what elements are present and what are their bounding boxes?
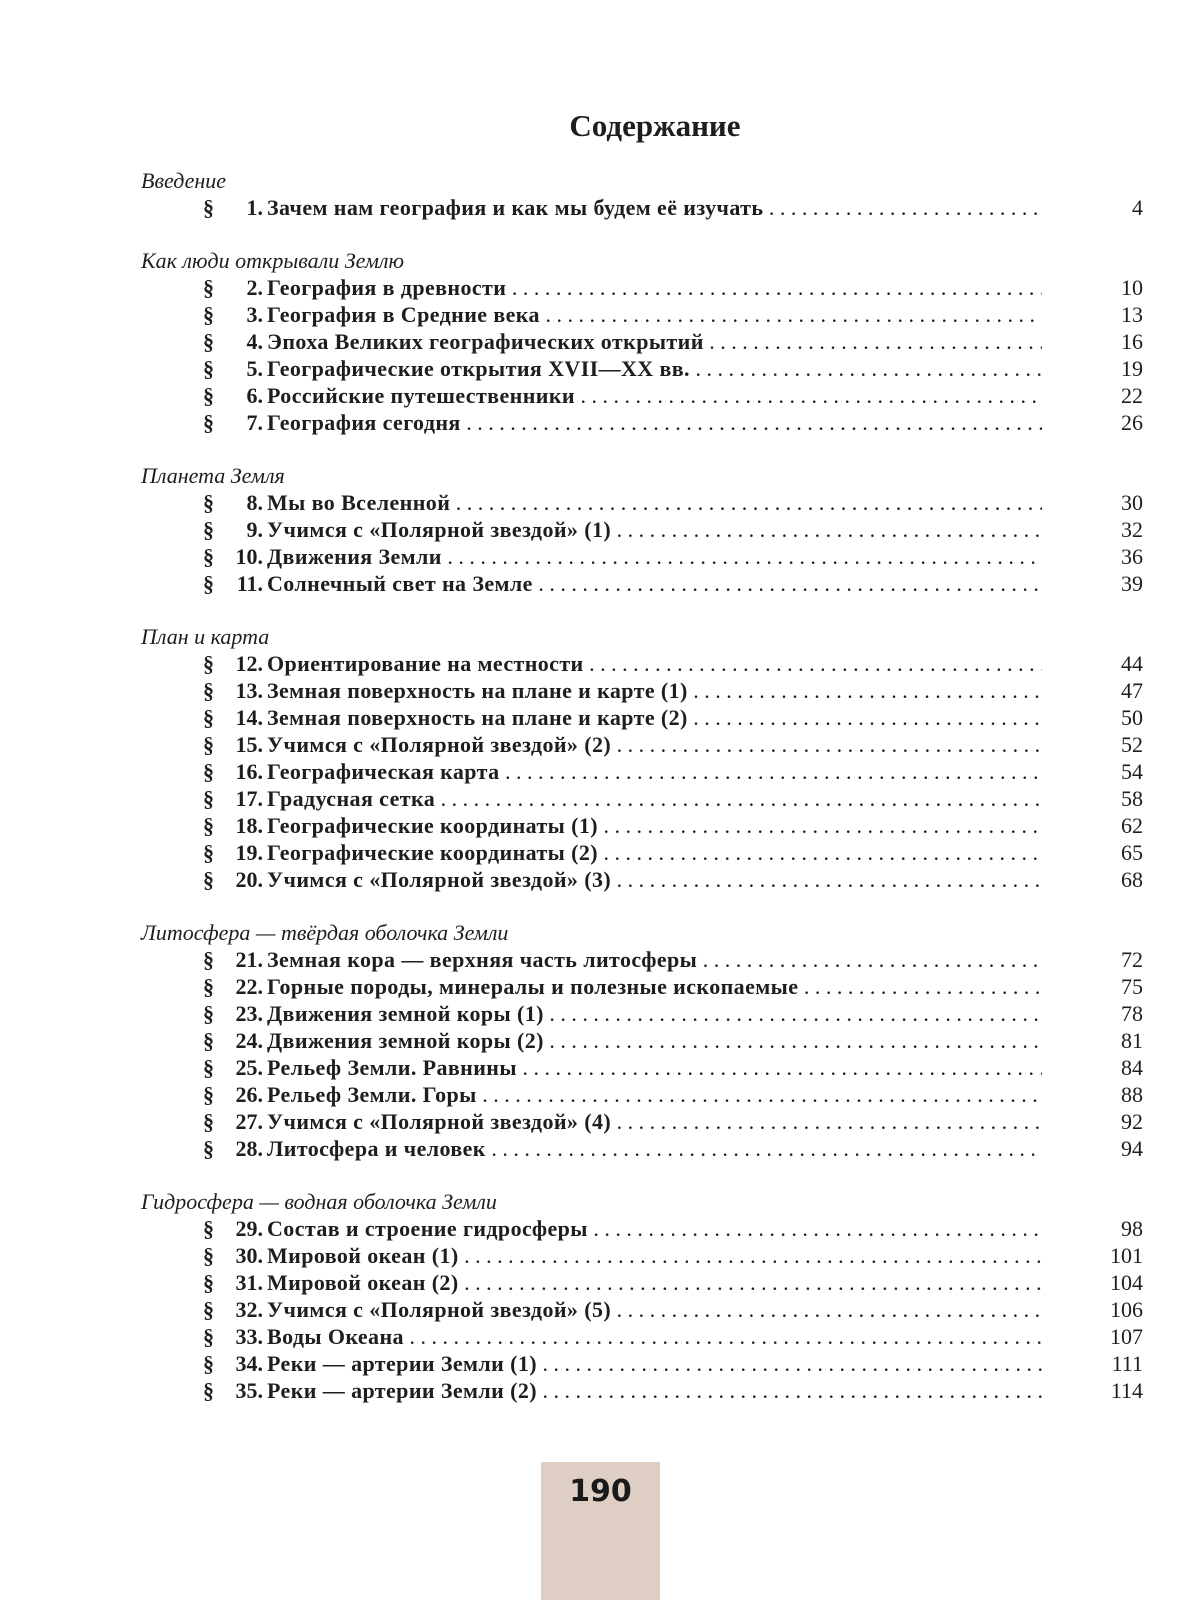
paragraph-sign: § xyxy=(203,544,214,569)
paragraph-number: 5. xyxy=(246,356,263,381)
paragraph-number: 15. xyxy=(235,732,263,757)
paragraph-sign: § xyxy=(203,1055,214,1080)
toc-entry[interactable] xyxy=(0,785,1200,812)
table-of-contents xyxy=(0,168,1200,1431)
paragraph-number: 23. xyxy=(235,1001,263,1026)
paragraph-number: 29. xyxy=(235,1216,263,1241)
entry-title: География в Средние века . . . xyxy=(267,301,1042,328)
paragraph-number: 6. xyxy=(246,383,263,408)
entry-title: Горные породы, минералы и полезные ископаемые . . . xyxy=(267,973,1042,1000)
paragraph-number: 17. xyxy=(235,786,263,811)
toc-entry[interactable] xyxy=(0,973,1200,1000)
entry-title: Зачем нам география и как мы будем её изучать . . . xyxy=(267,194,1042,221)
section-title: Как люди открывали Землю xyxy=(141,248,404,273)
toc-entry[interactable] xyxy=(0,946,1200,973)
toc-entry[interactable] xyxy=(0,1135,1200,1162)
entry-page-number: 30 xyxy=(1121,490,1143,515)
entry-page-number: 114 xyxy=(1110,1378,1143,1403)
entry-page-number: 84 xyxy=(1121,1055,1143,1080)
toc-entry[interactable] xyxy=(0,677,1200,704)
toc-entry[interactable] xyxy=(0,355,1200,382)
entry-title: Мировой океан (2) . . . xyxy=(267,1269,1042,1296)
paragraph-sign: § xyxy=(203,705,214,730)
paragraph-number: 2. xyxy=(246,275,263,300)
entry-page-number: 10 xyxy=(1121,275,1143,300)
paragraph-sign: § xyxy=(203,410,214,435)
entry-page-number: 111 xyxy=(1111,1351,1143,1376)
paragraph-number: 19. xyxy=(235,840,263,865)
toc-entry[interactable] xyxy=(0,1108,1200,1135)
toc-entry[interactable] xyxy=(0,1269,1200,1296)
entry-title: Земная поверхность на плане и карте (2) . . . xyxy=(267,704,1042,731)
entry-title: Мы во Вселенной . . . xyxy=(267,489,1042,516)
entry-page-number: 81 xyxy=(1121,1028,1143,1053)
paragraph-sign: § xyxy=(203,786,214,811)
entry-page-number: 98 xyxy=(1121,1216,1143,1241)
entry-title: Российские путешественники . . . xyxy=(267,382,1042,409)
paragraph-sign: § xyxy=(203,195,214,220)
toc-entry[interactable] xyxy=(0,839,1200,866)
entry-page-number: 47 xyxy=(1121,678,1143,703)
paragraph-sign: § xyxy=(203,517,214,542)
section-title: Литосфера — твёрдая оболочка Земли xyxy=(141,920,509,945)
entry-page-number: 52 xyxy=(1121,732,1143,757)
paragraph-number: 26. xyxy=(235,1082,263,1107)
entry-title: Учимся с «Полярной звездой» (3) . . . xyxy=(267,866,1042,893)
toc-entry[interactable] xyxy=(0,274,1200,301)
paragraph-sign: § xyxy=(203,759,214,784)
paragraph-sign: § xyxy=(203,840,214,865)
paragraph-number: 21. xyxy=(235,947,263,972)
toc-entry[interactable] xyxy=(0,1081,1200,1108)
entry-title: География в древности . . . xyxy=(267,274,1042,301)
paragraph-sign: § xyxy=(203,947,214,972)
toc-entry[interactable] xyxy=(0,650,1200,677)
entry-page-number: 92 xyxy=(1121,1109,1143,1134)
entry-page-number: 22 xyxy=(1121,383,1143,408)
page-title: Содержание xyxy=(569,108,741,143)
toc-entry[interactable] xyxy=(0,1027,1200,1054)
paragraph-sign: § xyxy=(203,974,214,999)
toc-section xyxy=(0,624,1200,893)
entry-title: Реки — артерии Земли (1) . . . xyxy=(267,1350,1042,1377)
toc-entry[interactable] xyxy=(0,758,1200,785)
toc-entry[interactable] xyxy=(0,328,1200,355)
paragraph-number: 27. xyxy=(235,1109,263,1134)
entry-title: Географические открытия XVII—XX вв. . . . xyxy=(267,355,1042,382)
paragraph-sign: § xyxy=(203,1351,214,1376)
entry-page-number: 75 xyxy=(1121,974,1143,999)
paragraph-number: 20. xyxy=(235,867,263,892)
entry-title: Учимся с «Полярной звездой» (1) . . . xyxy=(267,516,1042,543)
entry-title: Учимся с «Полярной звездой» (2) . . . xyxy=(267,731,1042,758)
entry-title: Движения земной коры (2) . . . xyxy=(267,1027,1042,1054)
paragraph-sign: § xyxy=(203,1216,214,1241)
toc-entry[interactable] xyxy=(0,1296,1200,1323)
paragraph-sign: § xyxy=(203,275,214,300)
entry-title: Учимся с «Полярной звездой» (4) . . . xyxy=(267,1108,1042,1135)
entry-page-number: 62 xyxy=(1121,813,1143,838)
paragraph-number: 8. xyxy=(246,490,263,515)
entry-title: Реки — артерии Земли (2) . . . xyxy=(267,1377,1042,1404)
entry-page-number: 32 xyxy=(1121,517,1143,542)
paragraph-sign: § xyxy=(203,1136,214,1161)
paragraph-number: 3. xyxy=(246,302,263,327)
entry-page-number: 13 xyxy=(1121,302,1143,327)
entry-page-number: 78 xyxy=(1121,1001,1143,1026)
toc-entry[interactable] xyxy=(0,409,1200,436)
entry-title: Земная поверхность на плане и карте (1) . . . xyxy=(267,677,1042,704)
section-title: Введение xyxy=(141,168,227,193)
toc-entry[interactable] xyxy=(0,570,1200,597)
entry-title: Географические координаты (2) . . . xyxy=(267,839,1042,866)
entry-title: Учимся с «Полярной звездой» (5) . . . xyxy=(267,1296,1042,1323)
paragraph-sign: § xyxy=(203,356,214,381)
toc-entry[interactable] xyxy=(0,1000,1200,1027)
paragraph-sign: § xyxy=(203,1109,214,1134)
paragraph-sign: § xyxy=(203,1297,214,1322)
toc-section xyxy=(0,1189,1200,1404)
paragraph-number: 10. xyxy=(235,544,263,569)
entry-page-number: 106 xyxy=(1110,1297,1143,1322)
paragraph-number: 12. xyxy=(235,651,263,676)
page-number: 190 xyxy=(569,1474,632,1509)
toc-entry[interactable] xyxy=(0,516,1200,543)
entry-title: Состав и строение гидросферы . . . xyxy=(267,1215,1042,1242)
paragraph-number: 14. xyxy=(235,705,263,730)
paragraph-sign: § xyxy=(203,1270,214,1295)
toc-entry[interactable] xyxy=(0,866,1200,893)
paragraph-number: 9. xyxy=(246,517,263,542)
entry-title: Движения Земли . . . xyxy=(267,543,1042,570)
entry-page-number: 26 xyxy=(1121,410,1143,435)
entry-page-number: 94 xyxy=(1121,1136,1143,1161)
toc-entry[interactable] xyxy=(0,301,1200,328)
toc-entry[interactable] xyxy=(0,382,1200,409)
paragraph-sign: § xyxy=(203,490,214,515)
section-title: Планета Земля xyxy=(141,463,285,488)
entry-page-number: 72 xyxy=(1121,947,1143,972)
paragraph-number: 30. xyxy=(235,1243,263,1268)
toc-entry[interactable] xyxy=(0,1242,1200,1269)
entry-page-number: 44 xyxy=(1121,651,1143,676)
paragraph-number: 35. xyxy=(235,1378,263,1403)
entry-page-number: 54 xyxy=(1121,759,1143,784)
entry-page-number: 19 xyxy=(1121,356,1143,381)
entry-title: Воды Океана . . . xyxy=(267,1323,1042,1350)
entry-page-number: 65 xyxy=(1121,840,1143,865)
toc-entry[interactable] xyxy=(0,1323,1200,1350)
entry-title: Географические координаты (1) . . . xyxy=(267,812,1042,839)
entry-title: Мировой океан (1) . . . xyxy=(267,1242,1042,1269)
paragraph-number: 22. xyxy=(235,974,263,999)
entry-title: Солнечный свет на Земле . . . xyxy=(267,570,1042,597)
paragraph-number: 31. xyxy=(235,1270,263,1295)
paragraph-number: 25. xyxy=(235,1055,263,1080)
toc-section xyxy=(0,248,1200,436)
paragraph-sign: § xyxy=(203,678,214,703)
paragraph-number: 13. xyxy=(235,678,263,703)
paragraph-number: 7. xyxy=(246,410,263,435)
toc-entry[interactable] xyxy=(0,1350,1200,1377)
entry-title: Ориентирование на местности . . . xyxy=(267,650,1042,677)
toc-section xyxy=(0,463,1200,597)
entry-page-number: 4 xyxy=(1132,195,1143,220)
paragraph-sign: § xyxy=(203,813,214,838)
entry-title: Движения земной коры (1) . . . xyxy=(267,1000,1042,1027)
toc-entry[interactable] xyxy=(0,543,1200,570)
entry-page-number: 50 xyxy=(1121,705,1143,730)
entry-page-number: 39 xyxy=(1121,571,1143,596)
paragraph-sign: § xyxy=(203,1324,214,1349)
page-number-box xyxy=(541,1462,660,1600)
paragraph-sign: § xyxy=(203,1001,214,1026)
toc-entry[interactable] xyxy=(0,731,1200,758)
entry-page-number: 101 xyxy=(1110,1243,1143,1268)
section-title: Гидросфера — водная оболочка Земли xyxy=(141,1189,497,1214)
paragraph-number: 11. xyxy=(236,571,263,596)
paragraph-sign: § xyxy=(203,1378,214,1403)
toc-entry[interactable] xyxy=(0,194,1200,221)
entry-title: Рельеф Земли. Горы . . . xyxy=(267,1081,1042,1108)
paragraph-sign: § xyxy=(203,383,214,408)
paragraph-number: 33. xyxy=(235,1324,263,1349)
paragraph-number: 4. xyxy=(246,329,263,354)
entry-page-number: 88 xyxy=(1121,1082,1143,1107)
entry-page-number: 58 xyxy=(1121,786,1143,811)
toc-entry[interactable] xyxy=(0,704,1200,731)
entry-page-number: 68 xyxy=(1121,867,1143,892)
paragraph-number: 24. xyxy=(235,1028,263,1053)
entry-page-number: 16 xyxy=(1121,329,1143,354)
paragraph-sign: § xyxy=(203,651,214,676)
paragraph-number: 18. xyxy=(235,813,263,838)
entry-page-number: 104 xyxy=(1110,1270,1143,1295)
paragraph-number: 32. xyxy=(235,1297,263,1322)
entry-title: Рельеф Земли. Равнины . . . xyxy=(267,1054,1042,1081)
toc-section xyxy=(0,168,1200,221)
paragraph-sign: § xyxy=(203,1243,214,1268)
paragraph-number: 28. xyxy=(235,1136,263,1161)
toc-entry[interactable] xyxy=(0,812,1200,839)
paragraph-sign: § xyxy=(203,329,214,354)
toc-entry[interactable] xyxy=(0,1377,1200,1404)
entry-title: Земная кора — верхняя часть литосферы . . . xyxy=(267,946,1042,973)
toc-section xyxy=(0,920,1200,1162)
entry-title: Литосфера и человек . . . xyxy=(267,1135,1042,1162)
entry-title: География сегодня . . . xyxy=(267,409,1042,436)
paragraph-sign: § xyxy=(203,571,214,596)
paragraph-number: 1. xyxy=(246,195,263,220)
toc-entry[interactable] xyxy=(0,1215,1200,1242)
entry-page-number: 107 xyxy=(1110,1324,1143,1349)
entry-page-number: 36 xyxy=(1121,544,1143,569)
section-title: План и карта xyxy=(141,624,270,649)
paragraph-sign: § xyxy=(203,1082,214,1107)
paragraph-sign: § xyxy=(203,867,214,892)
entry-title: Градусная сетка . . . xyxy=(267,785,1042,812)
paragraph-sign: § xyxy=(203,302,214,327)
paragraph-number: 16. xyxy=(235,759,263,784)
paragraph-sign: § xyxy=(203,732,214,757)
entry-title: Эпоха Великих географических открытий . . . xyxy=(267,328,1042,355)
toc-entry[interactable] xyxy=(0,1054,1200,1081)
paragraph-number: 34. xyxy=(235,1351,263,1376)
toc-entry[interactable] xyxy=(0,489,1200,516)
paragraph-sign: § xyxy=(203,1028,214,1053)
entry-title: Географическая карта . . . xyxy=(267,758,1042,785)
